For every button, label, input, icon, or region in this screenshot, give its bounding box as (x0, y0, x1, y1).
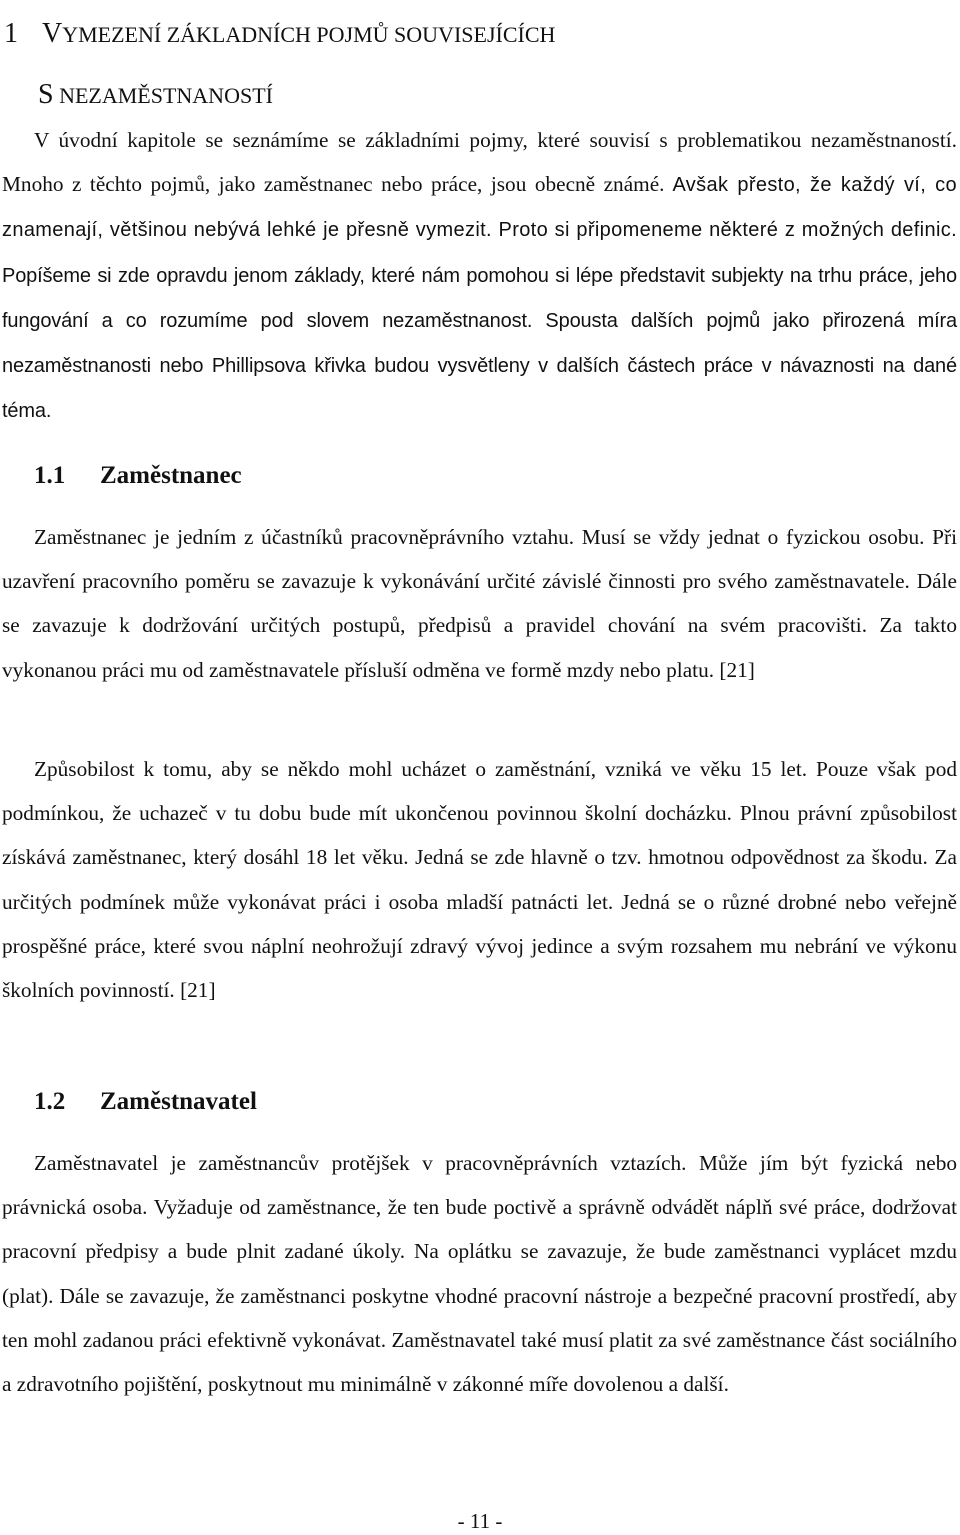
intro-text-sans: Avšak přesto, že každý ví, co znamenají, většinou nebývá lehké je přesně vymezit. Proto si připomeneme některé z možných definic. (2, 174, 957, 242)
section-heading-1-2 (34, 1082, 257, 1122)
paragraph-text: Zaměstnavatel je zaměstnancův protějšek v pracovněprávních vztazích. Může jím být fyzická nebo právnická osoba. Vyžaduje od zaměstnance, že ten bude poctivě a správně odvádět náplň své práce, dodržovat pracovní předpisy a bude plnit zadané úkoly. Na oplátku se zavazuje, že bude zaměstnanci vyplácet mzdu (plat). Dále se zavazuje, že zaměstnanci poskytne vhodné pracovní nástroje a bezpečné pracovní prostředí, aby ten mohl zadanou práci efektivně vykonávat. Zaměstnavatel také musí platit za své zaměstnance část sociálního a zdravotního pojištění, poskytnout mu minimálně v zákonné míře dovolenou a další. (2, 1151, 957, 1397)
chapter-title-line2: NEZAMĚSTNANOSTÍ (53, 83, 273, 108)
chapter-title-line1: YMEZENÍ ZÁKLADNÍCH POJMŮ SOUVISEJÍCÍCH (62, 22, 556, 47)
section-heading-1-1 (34, 456, 242, 496)
chapter-title-line2-wrapper (4, 65, 944, 126)
intro-paragraph (2, 118, 957, 433)
page-number: - 11 - (457, 1509, 503, 1533)
intro-text-sans-narrow: Popíšeme si zde opravdu jenom základy, které nám pomohou si lépe představit subjekty na trhu práce, jeho fungování a co rozumíme pod slovem nezaměstnanost. Spousta dalších pojmů jako přirozená míra nezaměstnanosti nebo Phillipsova křivka budou vysvětleny v dalších částech práce v návaznosti na dané téma. (2, 264, 957, 423)
intro-text-serif: V úvodní kapitole se seznámíme se základními pojmy, které souvisí s problematikou nezaměstnaností. Mnoho z těchto pojmů, jako zaměstnanec nebo práce, jsou obecně známé. (2, 128, 957, 197)
paragraph-text: Zaměstnanec je jedním z účastníků pracovněprávního vztahu. Musí se vždy jednat o fyzickou osobu. Při uzavření pracovního poměru se zavazuje k vykonávání určité závislé činnosti pro svého zaměstnavatele. Dále se zavazuje k dodržování určitých postupů, předpisů a pravidel chování na svém pracovišti. Za takto vykonanou práci mu od zaměstnavatele přísluší odměna ve formě mzdy nebo platu. [21] (2, 525, 957, 682)
section-number: 1.2 (34, 1088, 66, 1115)
chapter-heading (4, 4, 944, 126)
chapter-number: 1 (4, 18, 18, 49)
section-title: Zaměstnanec (100, 462, 242, 489)
chapter-title-initial: V (42, 18, 63, 49)
chapter-title-line2-initial: S (38, 79, 54, 110)
paragraph-text: Způsobilost k tomu, aby se někdo mohl ucházet o zaměstnání, vzniká ve věku 15 let. Pouze však pod podmínkou, že uchazeč v tu dobu bude mít ukončenou povinnou školní docházku. Plnou právní způsobilost získává zaměstnanec, který dosáhl 18 let věku. Jedná se zde hlavně o tzv. hmotnou odpovědnost za škodu. Za určitých podmínek může vykonávat práci i osoba mladší patnácti let. Jedná se o různé drobné nebo veřejně prospěšné práce, které svou náplní neohrožují zdravý vývoj jedince a svým rozsahem mu nebrání ve výkonu školních povinností. [21] (2, 757, 957, 1003)
section-title: Zaměstnavatel (100, 1088, 257, 1115)
section-1-1-paragraph-1 (2, 515, 957, 692)
section-1-2-paragraph-1 (2, 1141, 957, 1406)
section-1-1-paragraph-2 (2, 747, 957, 1012)
section-number: 1.1 (34, 462, 66, 489)
